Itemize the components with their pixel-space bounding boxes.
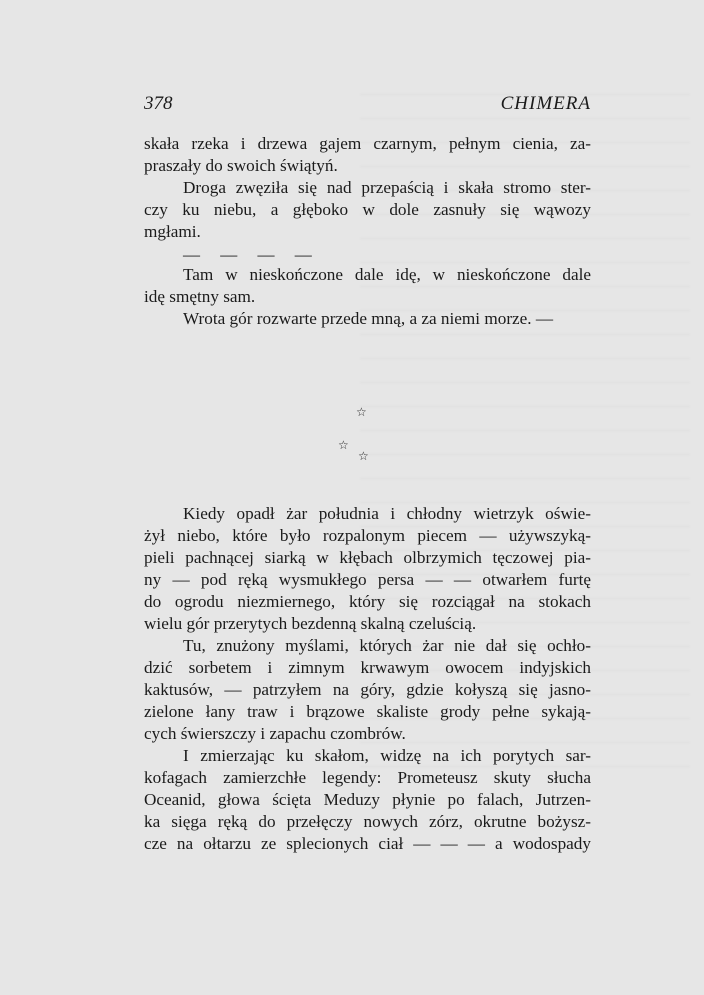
text-line: ny — pod ręką wysmukłego persa — — otwarłem furtę — [144, 570, 591, 589]
text-line: Wrota gór rozwarte przede mną, a za niemi morze. — — [183, 309, 554, 328]
text-line: do ogrodu niezmiernego, który się rozciągał na stokach — [144, 592, 591, 611]
text-line: idę smętny sam. — [144, 287, 256, 306]
text-line: czy ku niebu, a głęboko w dole zasnuły się wąwozy — [144, 200, 591, 219]
running-title: CHIMERA — [500, 93, 591, 114]
text-line: cze na ołtarzu ze splecionych ciał — — — a wodospady — [144, 834, 591, 853]
text-line: dzić sorbetem i zimnym krwawym owocem indyjskich — [144, 658, 591, 677]
text-line: ka sięga ręką do przełęczy nowych zórz, okrutne bożysz- — [144, 812, 591, 831]
text-line: skała rzeka i drzewa gajem czarnym, pełnym cienia, za- — [144, 134, 591, 153]
text-line: Droga zwęziła się nad przepaścią i skała stromo ster- — [183, 178, 591, 197]
section-dashes: — — — — — [183, 245, 320, 264]
text-line: pieli pachnącej siarką w kłębach olbrzymich tęczowej pia- — [144, 548, 591, 567]
ornament-star-icon: ☆ — [358, 449, 369, 463]
text-line: Kiedy opadł żar południa i chłodny wietrzyk oświe- — [183, 504, 591, 523]
ornament-star-icon: ☆ — [338, 438, 349, 452]
text-line: wielu gór przerytych bezdenną skalną czeluścią. — [144, 614, 477, 633]
page-number: 378 — [144, 93, 173, 114]
text-line: cych świerszczy i zapachu czombrów. — [144, 724, 406, 743]
text-line: kaktusów, — patrzyłem na góry, gdzie kołyszą się jasno- — [144, 680, 591, 699]
text-line: żył niebo, które było rozpalonym piecem — używszyką- — [144, 526, 591, 545]
text-line: Tu, znużony myślami, których żar nie dał się ochło- — [183, 636, 591, 655]
text-line: praszały do swoich świątyń. — [144, 156, 338, 175]
text-line: I zmierzając ku skałom, widzę na ich porytych sar- — [183, 746, 591, 765]
text-line: mgłami. — [144, 222, 201, 241]
page-header — [144, 93, 591, 119]
text-line: zielone łany traw i brązowe skaliste grody pełne sykają- — [144, 702, 591, 721]
ornament-star-icon: ☆ — [356, 405, 367, 419]
text-line: Tam w nieskończone dale idę, w nieskończone dale — [183, 265, 591, 284]
text-line: kofagach zamierzchłe legendy: Prometeusz skuty słucha — [144, 768, 591, 787]
text-line: Oceanid, głowa ścięta Meduzy płynie po falach, Jutrzen- — [144, 790, 591, 809]
